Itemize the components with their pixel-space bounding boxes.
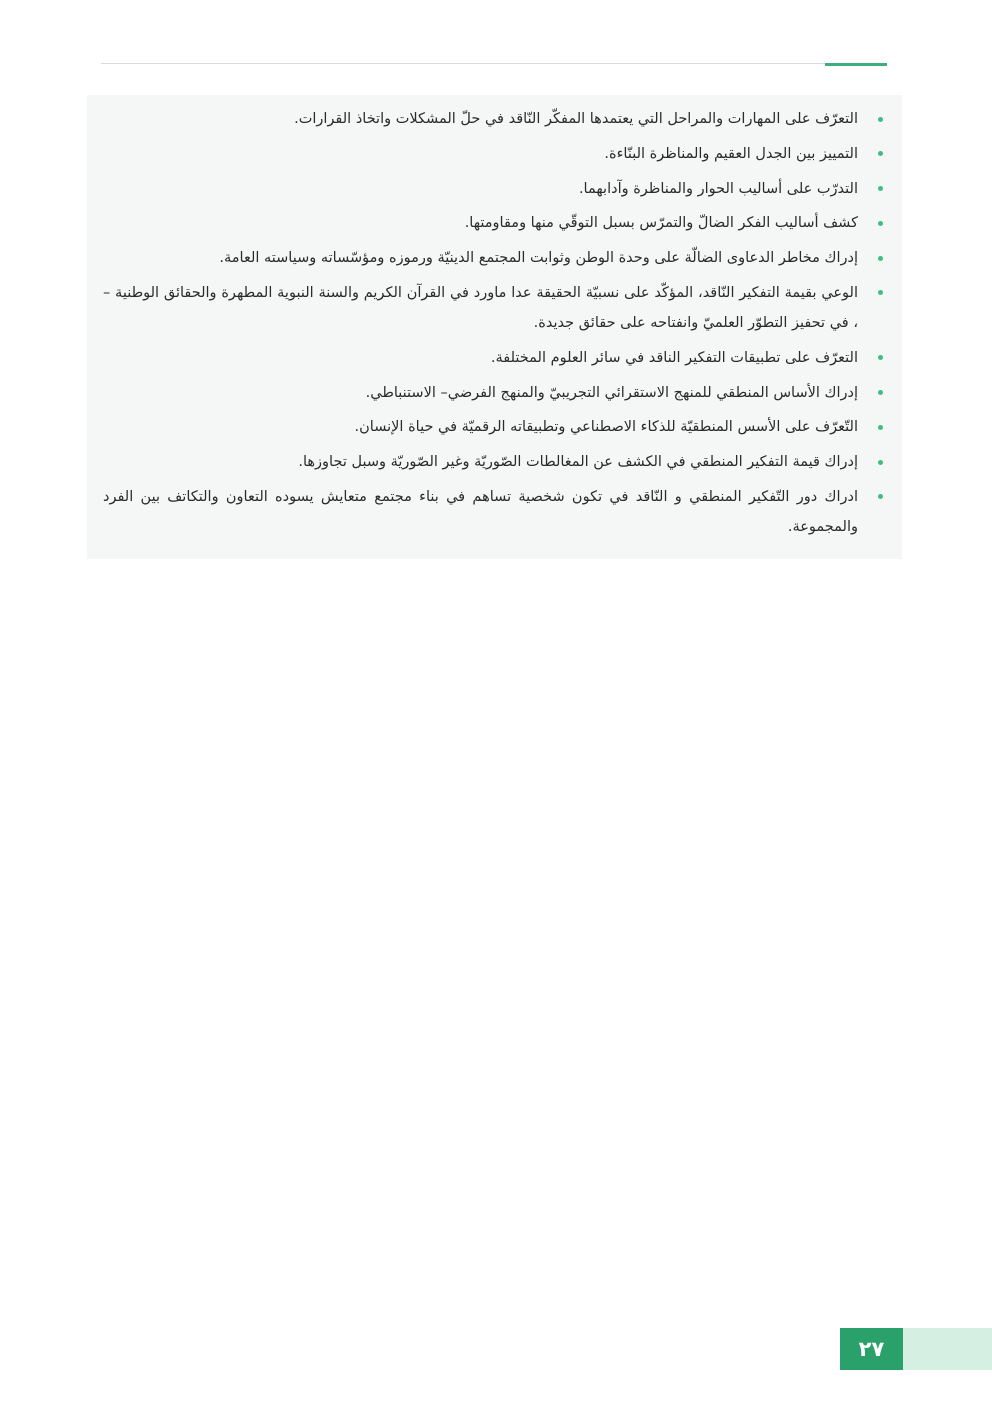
- objective-item: الوعي بقيمة التفكير النّاقد، المؤكّد على نسبيّة الحقيقة عدا ماورد في القرآن الكريم والسنة النبوية المطهرة والحقائق الوطنية – ، في تحفيز التطوّر العلميّ وانفتاحه على حقائق جديدة.: [103, 278, 858, 338]
- header-accent-bar: [825, 63, 887, 66]
- objective-item: التّعرّف على الأسس المنطقيّة للذكاء الاصطناعي وتطبيقاته الرقميّة في حياة الإنسان.: [103, 412, 858, 442]
- objectives-list: [87, 104, 902, 542]
- objective-item: إدراك مخاطر الدعاوى الضالّة على وحدة الوطن وثوابت المجتمع الدينيّة ورموزه ومؤسّساته وسياسته العامة.: [103, 243, 858, 273]
- header-divider: [101, 63, 887, 64]
- objective-item: ادراك دور التّفكير المنطقي و النّاقد في تكون شخصية تساهم في بناء مجتمع متعايش يسوده التعاون والتكاتف بين الفرد والمجموعة.: [103, 482, 858, 542]
- objective-item: التمييز بين الجدل العقيم والمناظرة البنّاءة.: [103, 139, 858, 169]
- objective-item: إدراك قيمة التفكير المنطقي في الكشف عن المغالطات الصّوريّة وغير الصّوريّة وسبل تجاوزها.: [103, 447, 858, 477]
- objective-item: إدراك الأساس المنطقي للمنهج الاستقرائي التجريبيّ والمنهج الفرضي– الاستنباطي.: [103, 378, 858, 408]
- objective-item: التدرّب على أساليب الحوار والمناظرة وآدابهما.: [103, 174, 858, 204]
- objective-item: التعرّف على المهارات والمراحل التي يعتمدها المفكّر النّاقد في حلّ المشكلات واتخاذ القرارات.: [103, 104, 858, 134]
- page-number-tab: [903, 1328, 992, 1370]
- objective-item: التعرّف على تطبيقات التفكير الناقد في سائر العلوم المختلفة.: [103, 343, 858, 373]
- objectives-box: [87, 95, 902, 559]
- page-number: ٢٧: [840, 1328, 903, 1370]
- objective-item: كشف أساليب الفكر الضالّ والتمرّس بسبل التوقّي منها ومقاومتها.: [103, 208, 858, 238]
